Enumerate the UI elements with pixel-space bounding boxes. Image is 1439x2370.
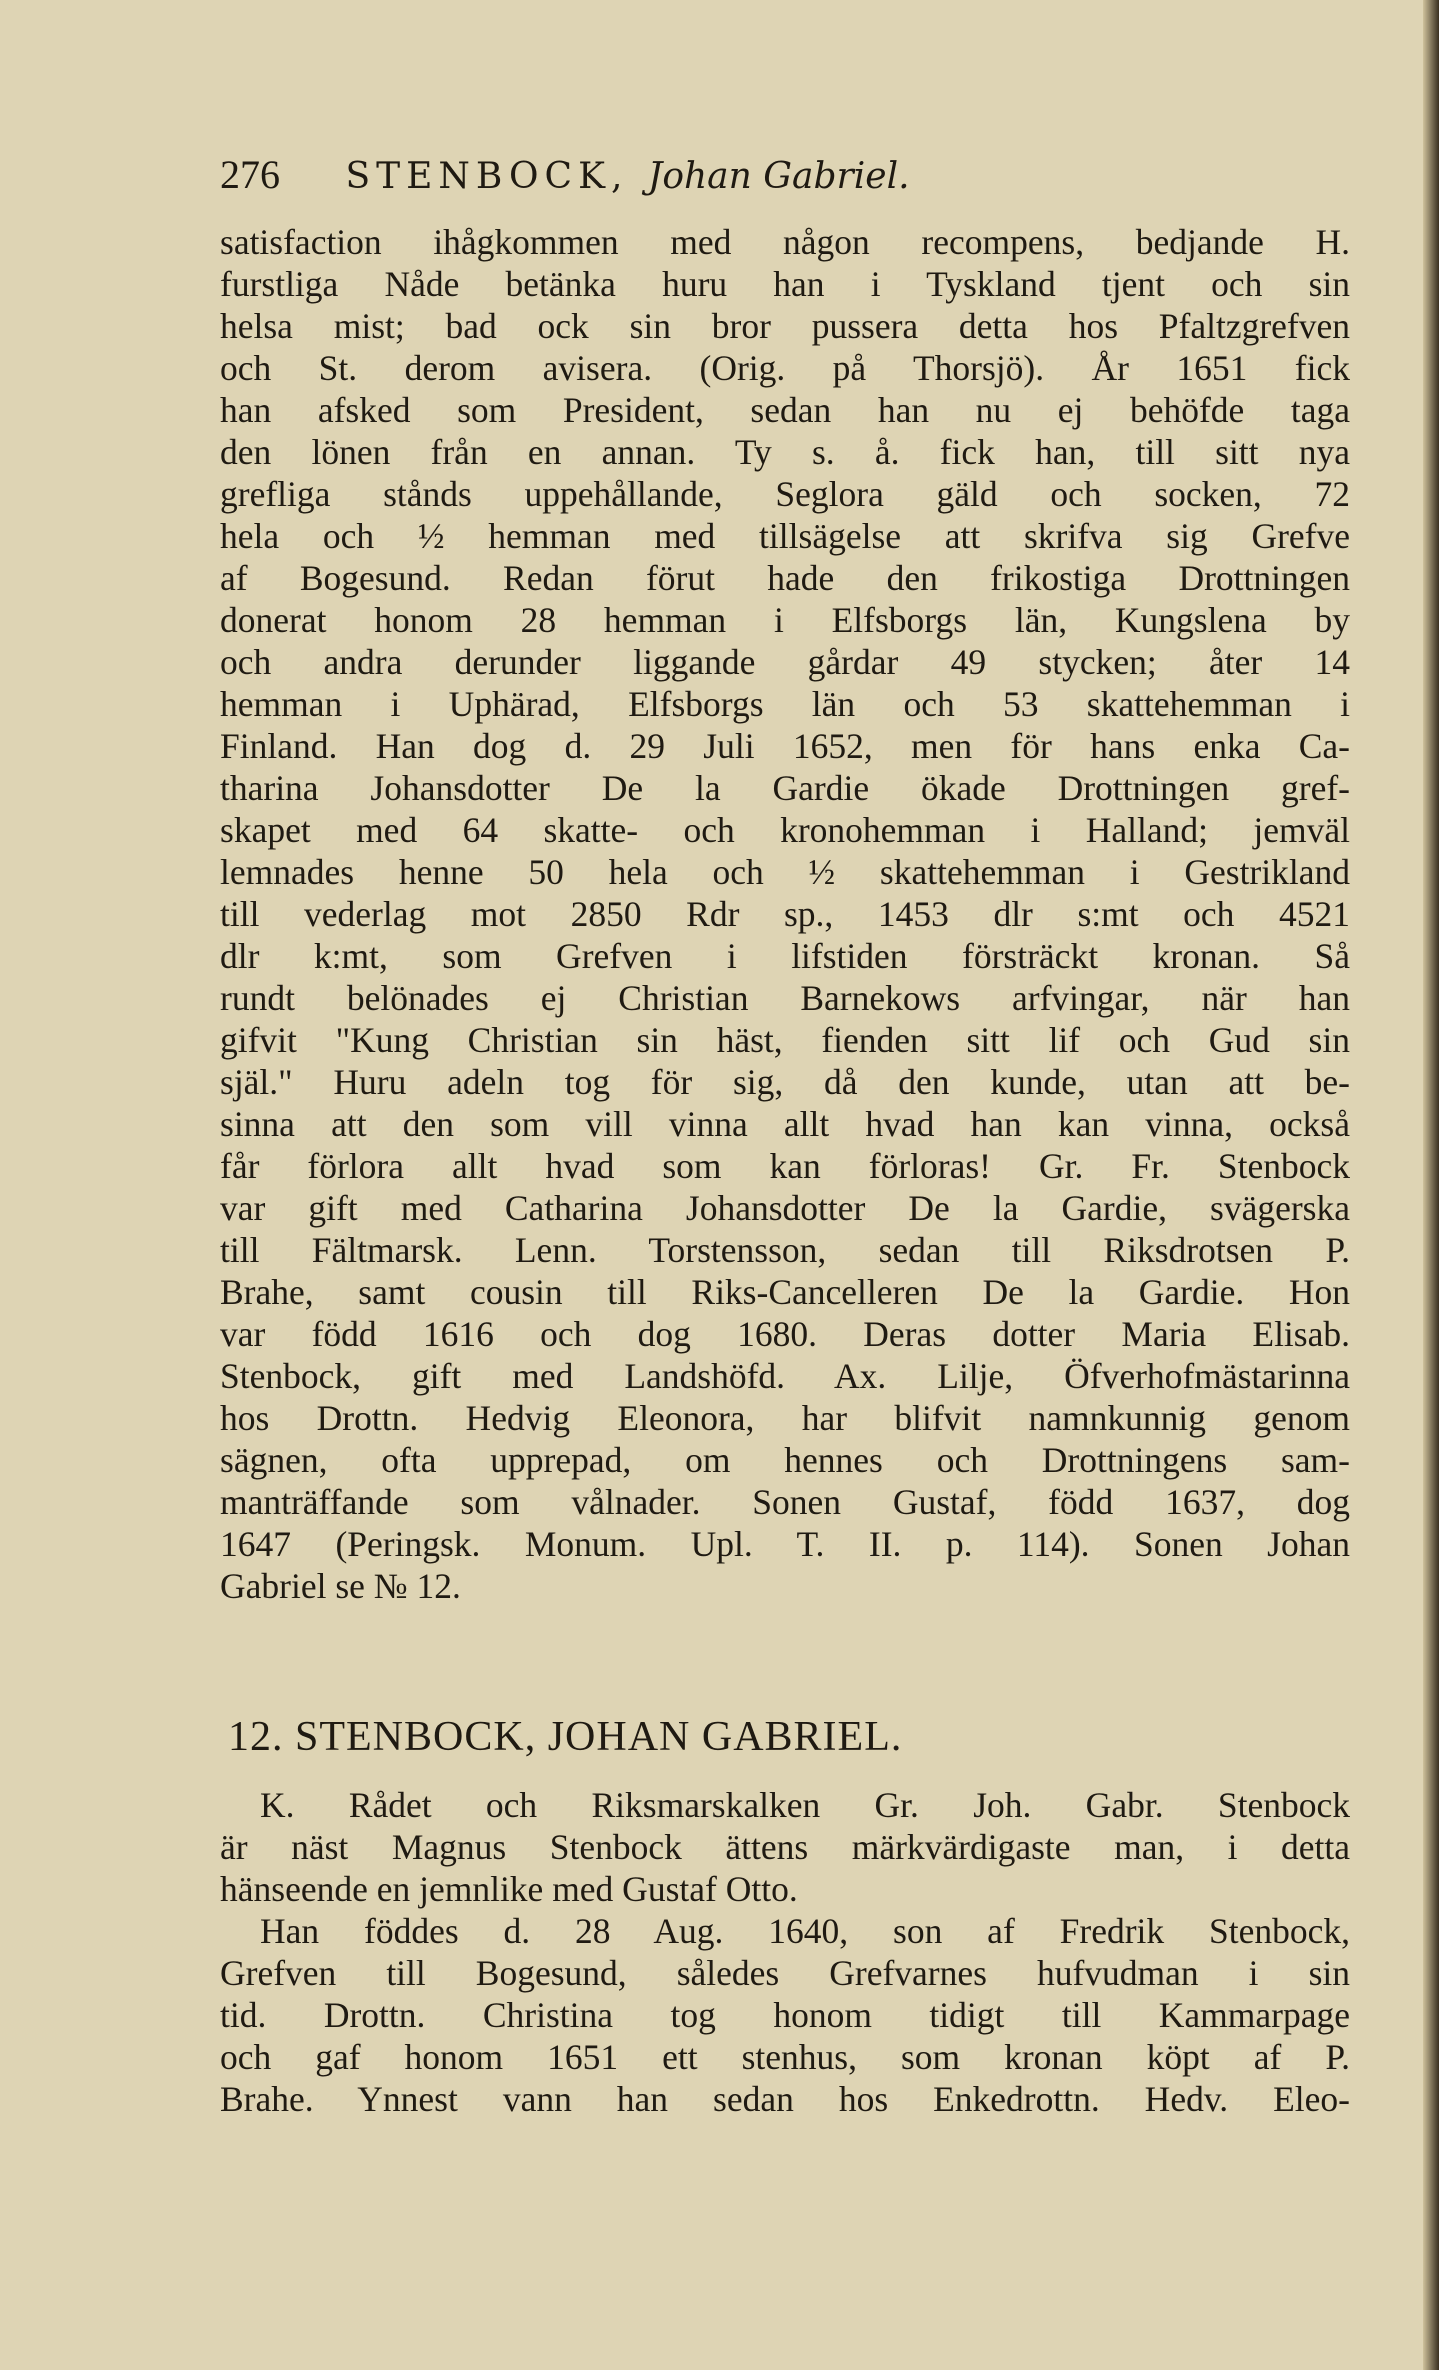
section-heading: 12. STENBOCK, JOHAN GABRIEL.: [228, 1714, 903, 1760]
text-line: och St. derom avisera. (Orig. på Thorsjö). År 1651 fick: [220, 348, 1350, 388]
text-line: skapet med 64 skatte- och kronohemman i Halland; jemväl: [220, 810, 1350, 850]
text-line: Finland. Han dog d. 29 Juli 1652, men för hans enka Ca-: [220, 726, 1350, 766]
text-line: var gift med Catharina Johansdotter De la Gardie, svägerska: [220, 1188, 1350, 1228]
paragraph-continued: [220, 221, 1350, 1607]
running-header: [220, 150, 1220, 210]
text-line: hemman i Uphärad, Elfsborgs län och 53 skattehemman i: [220, 684, 1350, 724]
running-subtitle: Johan Gabriel.: [647, 156, 910, 197]
text-line: han afsked som President, sedan han nu ej behöfde taga: [220, 390, 1350, 430]
text-line: furstliga Nåde betänka huru han i Tyskland tjent och sin: [220, 264, 1350, 304]
text-line: dlr k:mt, som Grefven i lifstiden försträckt kronan. Så: [220, 936, 1350, 976]
text-line: K. Rådet och Riksmarskalken Gr. Joh. Gabr. Stenbock: [260, 1785, 1350, 1825]
text-line: och andra derunder liggande gårdar 49 stycken; åter 14: [220, 642, 1350, 682]
text-line: sägnen, ofta upprepad, om hennes och Drottningens sam-: [220, 1440, 1350, 1480]
running-title: STENBOCK,: [345, 156, 629, 197]
text-line: satisfaction ihågkommen med någon recompens, bedjande H.: [220, 222, 1350, 262]
text-line: hos Drottn. Hedvig Eleonora, har blifvit namnkunnig genom: [220, 1398, 1350, 1438]
text-line: till Fältmarsk. Lenn. Torstensson, sedan till Riksdrotsen P.: [220, 1230, 1350, 1270]
text-line: gifvit "Kung Christian sin häst, fienden sitt lif och Gud sin: [220, 1020, 1350, 1060]
text-line: helsa mist; bad ock sin bror pussera detta hos Pfaltzgrefven: [220, 306, 1350, 346]
text-line: donerat honom 28 hemman i Elfsborgs län, Kungslena by: [220, 600, 1350, 640]
text-line: var född 1616 och dog 1680. Deras dotter Maria Elisab.: [220, 1314, 1350, 1354]
text-line: Stenbock, gift med Landshöfd. Ax. Lilje, Öfverhofmästarinna: [220, 1356, 1350, 1396]
text-line: själ." Huru adeln tog för sig, då den kunde, utan att be-: [220, 1062, 1350, 1102]
text-line: är näst Magnus Stenbock ättens märkvärdigaste man, i detta: [220, 1827, 1350, 1867]
text-line: Brahe. Ynnest vann han sedan hos Enkedrottn. Hedv. Eleo-: [220, 2079, 1350, 2119]
text-line: tharina Johansdotter De la Gardie ökade Drottningen gref-: [220, 768, 1350, 808]
text-line: grefliga stånds uppehållande, Seglora gäld och socken, 72: [220, 474, 1350, 514]
text-line: rundt belönades ej Christian Barnekows arfvingar, när han: [220, 978, 1350, 1018]
text-line: Brahe, samt cousin till Riks-Cancelleren De la Gardie. Hon: [220, 1272, 1350, 1312]
text-line: och gaf honom 1651 ett stenhus, som kronan köpt af P.: [220, 2037, 1350, 2077]
text-line: Han föddes d. 28 Aug. 1640, son af Fredrik Stenbock,: [260, 1911, 1350, 1951]
page-edge-shadow: [1423, 0, 1439, 2370]
text-line: Gabriel se № 12.: [220, 1566, 461, 1606]
text-line: hela och ½ hemman med tillsägelse att skrifva sig Grefve: [220, 516, 1350, 556]
text-line: får förlora allt hvad som kan förloras! Gr. Fr. Stenbock: [220, 1146, 1350, 1186]
text-line: manträffande som vålnader. Sonen Gustaf, född 1637, dog: [220, 1482, 1350, 1522]
text-line: sinna att den som vill vinna allt hvad han kan vinna, också: [220, 1104, 1350, 1144]
paragraph-section-12: [220, 1784, 1350, 2120]
text-line: till vederlag mot 2850 Rdr sp., 1453 dlr s:mt och 4521: [220, 894, 1350, 934]
page-number: 276: [220, 152, 280, 197]
text-line: tid. Drottn. Christina tog honom tidigt till Kammarpage: [220, 1995, 1350, 2035]
text-line: lemnades henne 50 hela och ½ skattehemman i Gestrikland: [220, 852, 1350, 892]
text-line: af Bogesund. Redan förut hade den frikostiga Drottningen: [220, 558, 1350, 598]
text-line: Grefven till Bogesund, således Grefvarnes hufvudman i sin: [220, 1953, 1350, 1993]
text-line: 1647 (Peringsk. Monum. Upl. T. II. p. 114). Sonen Johan: [220, 1524, 1350, 1564]
text-line: hänseende en jemnlike med Gustaf Otto.: [220, 1869, 798, 1909]
text-line: den lönen från en annan. Ty s. å. fick han, till sitt nya: [220, 432, 1350, 472]
